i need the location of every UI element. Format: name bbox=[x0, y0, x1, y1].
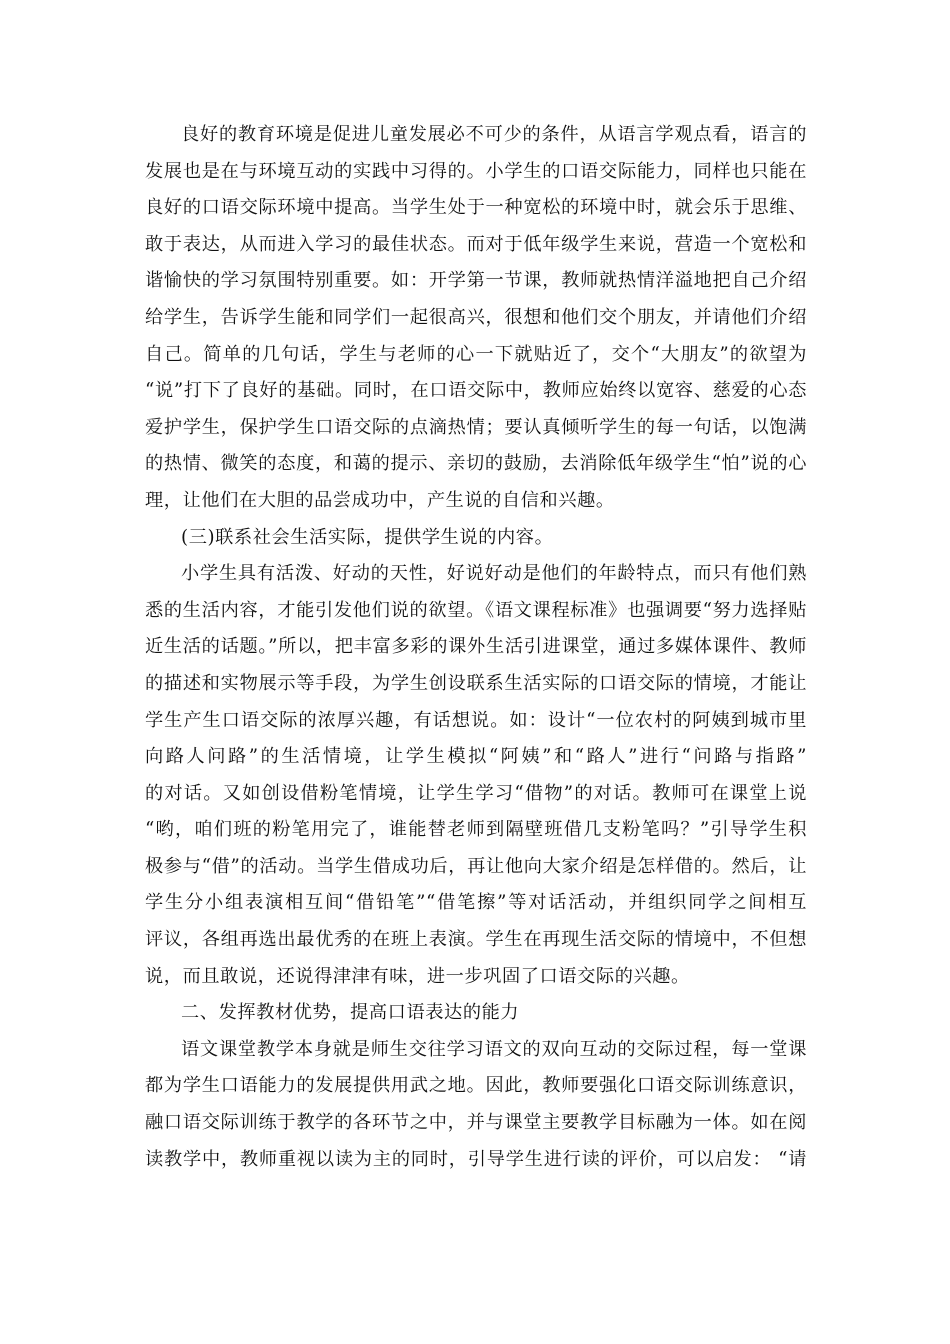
section-heading: (三)联系社会生活实际，提供学生说的内容。 bbox=[181, 526, 554, 548]
text-line: “哟，咱们班的粉笔用完了，谁能替老师到隔壁班借几支粉笔吗？”引导学生积 bbox=[145, 819, 807, 841]
text-line: “说”打下了良好的基础。同时，在口语交际中，教师应始终以宽容、慈爱的心态 bbox=[145, 380, 807, 402]
text-line: 评议，各组再选出最优秀的在班上表演。学生在再现生活交际的情境中，不但想 bbox=[145, 929, 807, 951]
text-line: 爱护学生，保护学生口语交际的点滴热情；要认真倾听学生的每一句话，以饱满 bbox=[145, 416, 807, 438]
text-line: 的描述和实物展示等手段，为学生创设联系生活实际的口语交际的情境，才能让 bbox=[145, 672, 807, 694]
text-line: 说，而且敢说，还说得津津有味，进一步巩固了口语交际的兴趣。 bbox=[145, 965, 690, 987]
text-line: 学生产生口语交际的浓厚兴趣，有话想说。如：设计“一位农村的阿姨到城市里 bbox=[145, 709, 807, 731]
text-line: 发展也是在与环境互动的实践中习得的。小学生的口语交际能力，同样也只能在 bbox=[145, 160, 807, 182]
text-line: 理，让他们在大胆的品尝成功中，产生说的自信和兴趣。 bbox=[145, 489, 615, 511]
text-line: 向路人问路”的生活情境，让学生模拟“阿姨”和“路人”进行“问路与指路” bbox=[145, 746, 807, 768]
text-line: 良好的教育环境是促进儿童发展必不可少的条件，从语言学观点看，语言的 bbox=[181, 124, 807, 145]
text-line: 良好的口语交际环境中提高。当学生处于一种宽松的环境中时，就会乐于思维、 bbox=[145, 197, 807, 219]
text-line: 的对话。又如创设借粉笔情境，让学生学习“借物”的对话。教师可在课堂上说 bbox=[145, 782, 807, 804]
text-line: 语文课堂教学本身就是师生交往学习语文的双向互动的交际过程，每一堂课 bbox=[181, 1038, 807, 1060]
text-line: 融口语交际训练于教学的各环节之中，并与课堂主要教学目标融为一体。如在阅 bbox=[145, 1112, 807, 1134]
text-line: 自己。简单的几句话，学生与老师的心一下就贴近了，交个“大朋友”的欲望为 bbox=[145, 343, 807, 365]
text-line: 的热情、微笑的态度，和蔼的提示、亲切的鼓励，去消除低年级学生“怕”说的心 bbox=[145, 453, 807, 475]
text-line: 小学生具有活泼、好动的天性，好说好动是他们的年龄特点，而只有他们熟 bbox=[181, 563, 807, 585]
section-heading: 二、发挥教材优势，提高口语表达的能力 bbox=[181, 1002, 520, 1024]
text-line: 悉的生活内容，才能引发他们说的欲望。《语文课程标准》也强调要“努力选择贴 bbox=[145, 599, 807, 621]
text-line: 给学生，告诉学生能和同学们一起很高兴，很想和他们交个朋友，并请他们介绍 bbox=[145, 306, 807, 328]
text-line: 读教学中，教师重视以读为主的同时，引导学生进行读的评价，可以启发： “请 bbox=[145, 1148, 807, 1170]
text-line: 都为学生口语能力的发展提供用武之地。因此，教师要强化口语交际训练意识， bbox=[145, 1075, 807, 1097]
text-line: 近生活的话题。”所以，把丰富多彩的课外生活引进课堂，通过多媒体课件、教师 bbox=[145, 636, 807, 658]
text-line: 谐愉快的学习氛围特别重要。如：开学第一节课，教师就热情洋溢地把自己介绍 bbox=[145, 270, 807, 292]
text-line: 极参与“借”的活动。当学生借成功后，再让他向大家介绍是怎样借的。然后，让 bbox=[145, 855, 807, 877]
text-line: 敢于表达，从而进入学习的最佳状态。而对于低年级学生来说，营造一个宽松和 bbox=[145, 233, 807, 255]
text-line: 学生分小组表演相互间“借铅笔”“借笔擦”等对话活动，并组织同学之间相互 bbox=[145, 892, 807, 914]
body-text bbox=[145, 117, 807, 1178]
